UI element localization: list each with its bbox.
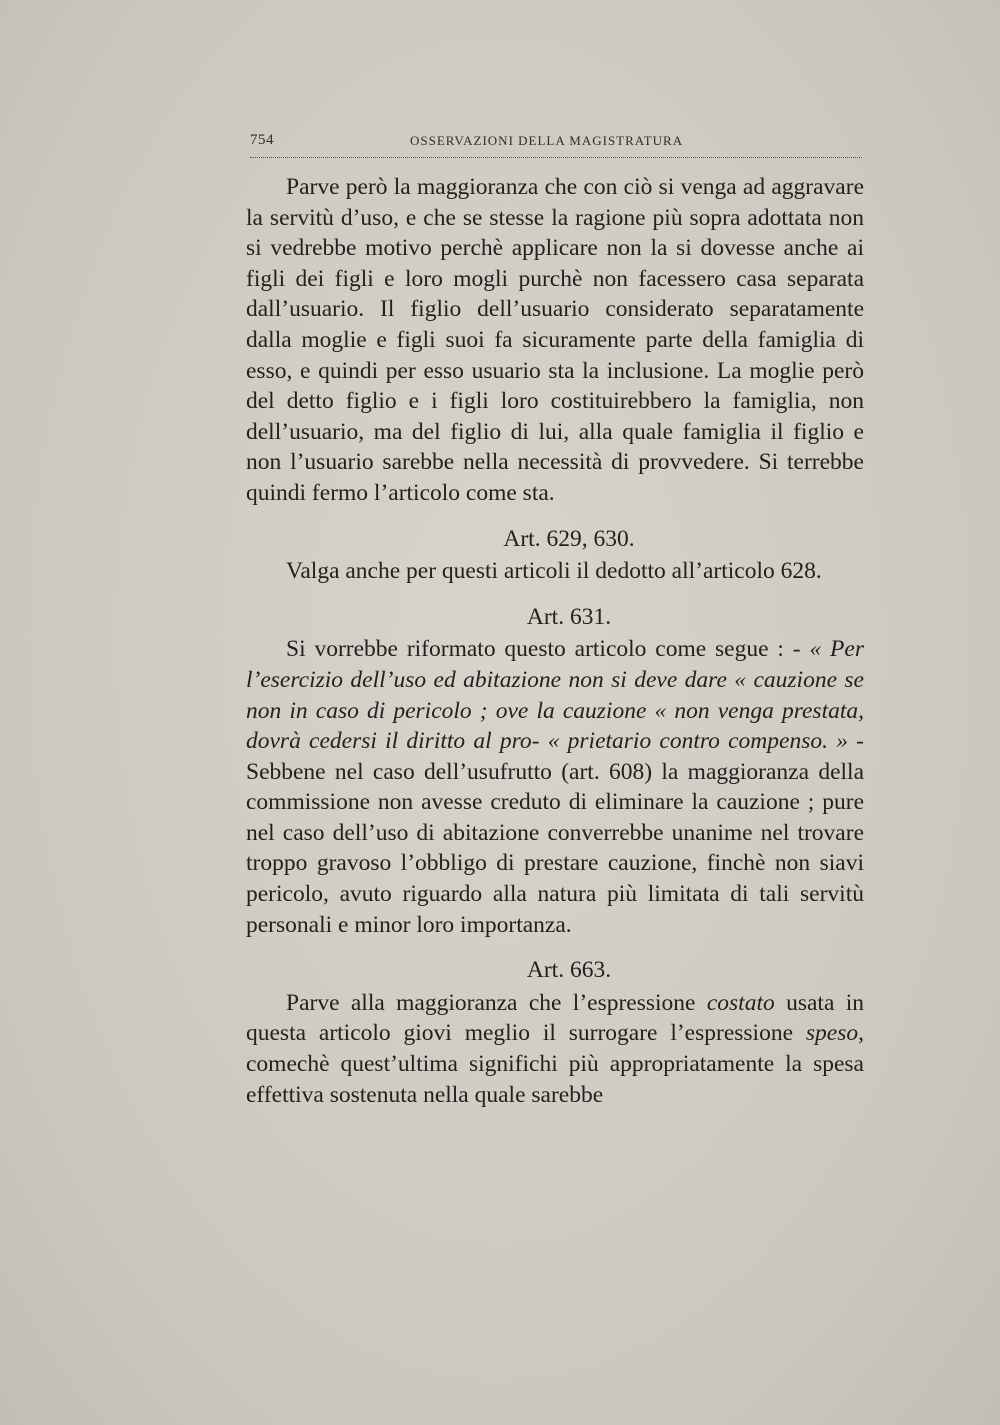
- running-title: OSSERVAZIONI DELLA MAGISTRATURA: [410, 133, 684, 148]
- paragraph-text: usata in questa articolo giovi meglio il surrogare l’espressione: [246, 989, 865, 1047]
- page-header: [250, 132, 862, 154]
- emphasized-term: costato: [706, 989, 775, 1016]
- body-text: [246, 172, 864, 1110]
- article-heading: Art. 631.: [526, 603, 612, 630]
- paragraph-continuation: - Sebbene nel caso dell’usufrutto (art. 608) la maggioranza della commissione non avesse creduto di eliminare la cauzione ; pure nel caso dell’uso di abitazione converrebbe unanime nel trovare troppo gravoso l’obbligo di prestare cauzione, finchè non siavi pericolo, avuto riguardo alla natura più limitata di tali servitù personali e minor loro importanza.: [246, 728, 864, 938]
- paragraph: Parve però la maggioranza che con ciò si venga ad aggravare la servitù d’uso, e che se stesse la ragione più sopra adottata non si vedrebbe motivo perchè applicare non la si dovesse anche ai figli dei figli e loro mogli purchè non facessero casa separata dall’usuario. Il figlio dell’usuario considerato separatamente dalla moglie e figli suoi fa sicuramente parte della famiglia di esso, e quindi per esso usuario sta la inclusione. La moglie però del detto figlio e i figli loro costituirebbero la famiglia, non dell’usuario, ma del figlio di lui, alla quale famiglia il figlio e non l’usuario sarebbe nella necessità di provvedere. Si terrebbe quindi fermo l’articolo come sta.: [246, 174, 864, 506]
- paragraph: [246, 988, 864, 1110]
- article-heading: Art. 629, 630.: [503, 525, 635, 552]
- header-rule: [250, 157, 862, 158]
- paragraph-intro: Si vorrebbe riformato questo articolo come segue : -: [286, 636, 801, 663]
- article-heading: Art. 663.: [526, 957, 612, 984]
- paragraph: [246, 634, 864, 940]
- paragraph-text: Parve alla maggioranza che l’espressione: [286, 989, 696, 1016]
- emphasized-term: speso: [805, 1020, 859, 1047]
- quoted-proposal: « Per l’esercizio dell’uso ed abitazione non si deve dare « cauzione se non in caso di pericolo ; ove la cauzione « non venga prestata, dovrà cedersi il diritto al pro- « prietario contro compenso. »: [246, 636, 864, 755]
- paragraph: Valga anche per questi articoli il dedotto all’articolo 628.: [286, 558, 822, 585]
- page-number: 754: [250, 132, 274, 148]
- paragraph-text: , comechè quest’ultima significhi più appropriatamente la spesa effettiva sostenuta nella quale sarebbe: [246, 1020, 864, 1108]
